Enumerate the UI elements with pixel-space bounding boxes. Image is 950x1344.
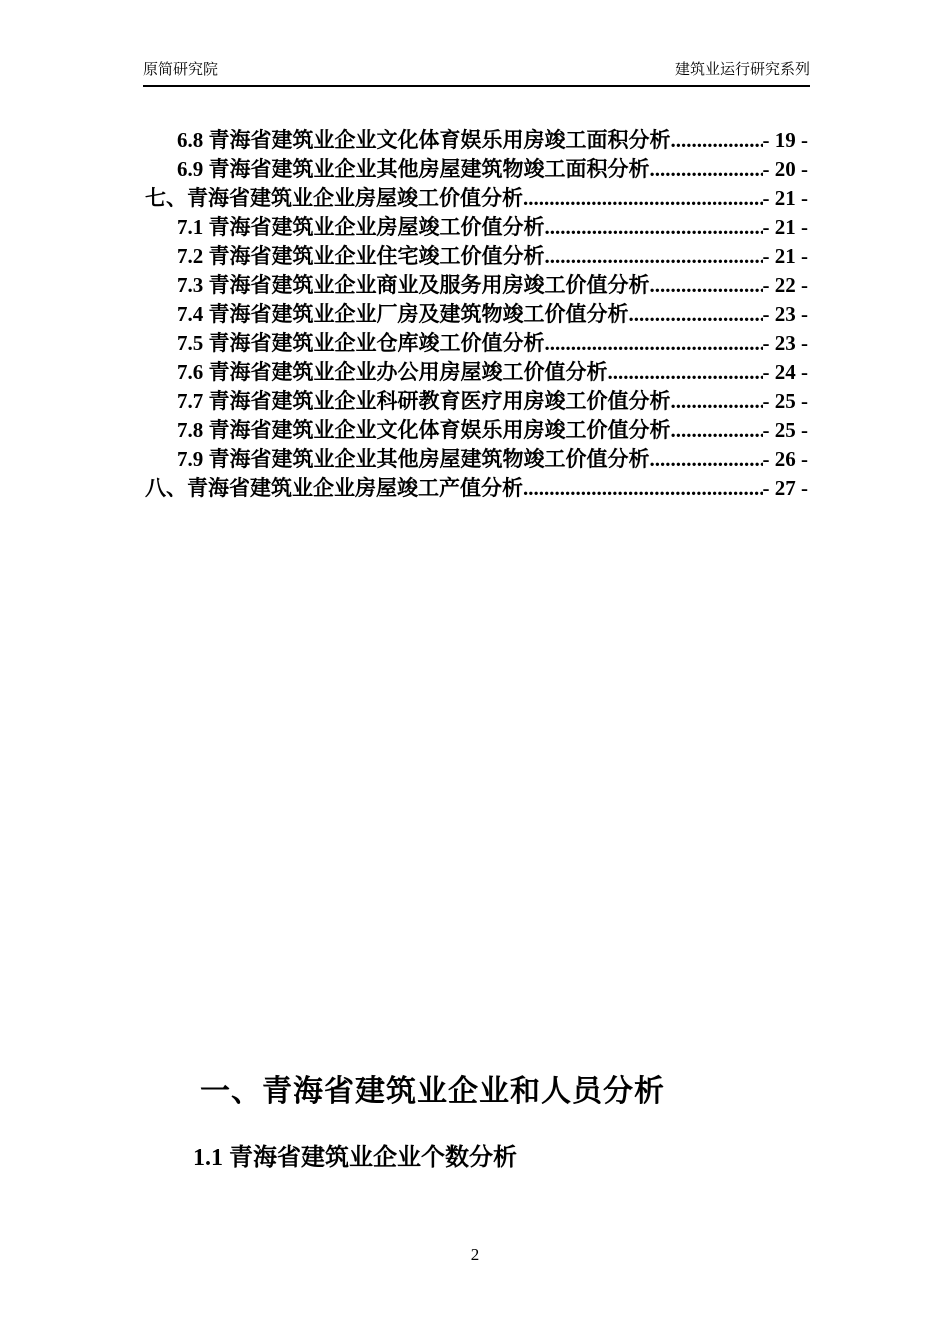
toc-leader-dots (650, 271, 763, 300)
toc-entry[interactable] (145, 474, 808, 503)
toc-leader-dots (650, 155, 763, 184)
toc-entry-page: - 25 - (762, 418, 808, 442)
toc-entry-page: - 23 - (762, 331, 808, 355)
toc-entry[interactable] (145, 271, 808, 300)
toc-entry[interactable] (145, 445, 808, 474)
toc-entry-page: - 21 - (762, 244, 808, 268)
toc-leader-dots (523, 474, 763, 503)
toc-leader-dots (545, 213, 763, 242)
toc-entry[interactable] (145, 329, 808, 358)
toc-entry-page: - 19 - (762, 128, 808, 152)
toc-entry[interactable] (145, 416, 808, 445)
table-of-contents (145, 126, 808, 503)
toc-entry-label: 6.9 青海省建筑业企业其他房屋建筑物竣工面积分析 (177, 157, 650, 181)
toc-leader-dots (523, 184, 763, 213)
toc-entry-label: 7.5 青海省建筑业企业仓库竣工价值分析 (177, 331, 545, 355)
toc-entry-label: 7.8 青海省建筑业企业文化体育娱乐用房竣工价值分析 (177, 418, 671, 442)
page-footer (0, 1244, 950, 1266)
toc-entry-label: 八、青海省建筑业企业房屋竣工产值分析 (145, 476, 523, 500)
toc-entry-label: 7.4 青海省建筑业企业厂房及建筑物竣工价值分析 (177, 302, 629, 326)
toc-entry-label: 7.6 青海省建筑业企业办公用房屋竣工价值分析 (177, 360, 608, 384)
toc-entry[interactable] (145, 242, 808, 271)
toc-entry[interactable] (145, 358, 808, 387)
toc-entry-page: - 26 - (762, 447, 808, 471)
toc-entry[interactable] (145, 184, 808, 213)
toc-entry[interactable] (145, 155, 808, 184)
subsection-heading: 1.1 青海省建筑业企业个数分析 (193, 1145, 517, 1171)
toc-leader-dots (545, 329, 763, 358)
toc-entry-label: 6.8 青海省建筑业企业文化体育娱乐用房竣工面积分析 (177, 128, 671, 152)
toc-entry-page: - 25 - (762, 389, 808, 413)
toc-entry-label: 7.1 青海省建筑业企业房屋竣工价值分析 (177, 215, 545, 239)
toc-entry-page: - 22 - (762, 273, 808, 297)
toc-entry[interactable] (145, 387, 808, 416)
toc-entry-page: - 21 - (762, 186, 808, 210)
toc-entry[interactable] (145, 126, 808, 155)
header-left-text: 原简研究院 (143, 61, 219, 78)
toc-entry-page: - 20 - (762, 157, 808, 181)
toc-entry-page: - 27 - (762, 476, 808, 500)
toc-leader-dots (650, 445, 763, 474)
toc-entry-label: 7.7 青海省建筑业企业科研教育医疗用房竣工价值分析 (177, 389, 671, 413)
toc-leader-dots (671, 387, 763, 416)
header-right-text: 建筑业运行研究系列 (674, 61, 810, 78)
page-header (143, 60, 810, 87)
toc-leader-dots (671, 126, 763, 155)
toc-entry-label: 7.3 青海省建筑业企业商业及服务用房竣工价值分析 (177, 273, 650, 297)
toc-entry-page: - 24 - (762, 360, 808, 384)
toc-leader-dots (608, 358, 763, 387)
toc-entry-label: 7.9 青海省建筑业企业其他房屋建筑物竣工价值分析 (177, 447, 650, 471)
toc-entry-label: 7.2 青海省建筑业企业住宅竣工价值分析 (177, 244, 545, 268)
toc-entry[interactable] (145, 300, 808, 329)
toc-entry[interactable] (145, 213, 808, 242)
toc-entry-page: - 21 - (762, 215, 808, 239)
toc-leader-dots (545, 242, 763, 271)
page-number: 2 (470, 1245, 480, 1264)
section-heading: 一、青海省建筑业企业和人员分析 (200, 1075, 665, 1108)
toc-leader-dots (629, 300, 763, 329)
toc-entry-label: 七、青海省建筑业企业房屋竣工价值分析 (145, 186, 523, 210)
toc-entry-page: - 23 - (762, 302, 808, 326)
toc-leader-dots (671, 416, 763, 445)
